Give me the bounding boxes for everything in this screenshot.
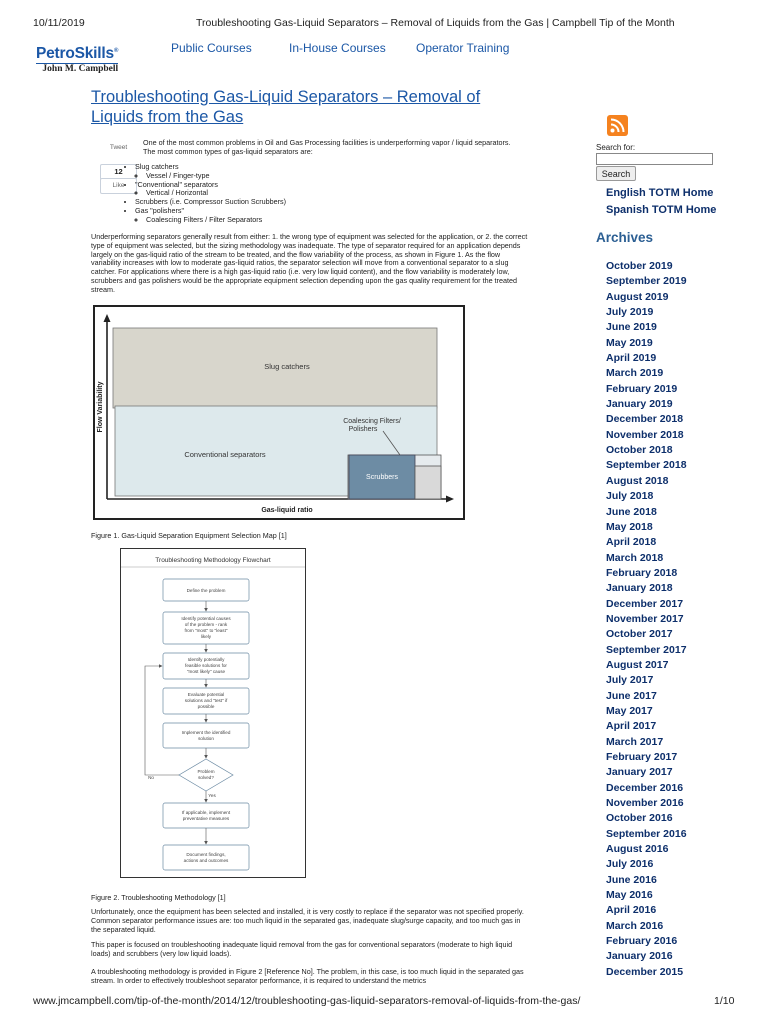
archive-link[interactable]: October 2016	[606, 812, 673, 825]
archive-link[interactable]: May 2017	[606, 704, 653, 717]
archive-link[interactable]: September 2018	[606, 459, 687, 472]
svg-text:feasible solutions for: feasible solutions for	[185, 663, 227, 668]
no-label: No	[148, 775, 154, 780]
svg-text:likely: likely	[200, 634, 212, 639]
list-item: • "Conventional" separators ◦ Vertical / Horizontal	[135, 181, 286, 199]
archive-link[interactable]: August 2018	[606, 474, 669, 487]
svg-text:Evaluate potential: Evaluate potential	[187, 692, 225, 697]
archive-link[interactable]: August 2016	[606, 843, 669, 856]
y-axis-label: Flow Variability	[97, 381, 104, 433]
print-page-title: Troubleshooting Gas-Liquid Separators – Removal of Liquids from the Gas | Campbell Tip of the Month	[196, 17, 675, 29]
archive-link[interactable]: April 2016	[606, 904, 657, 917]
svg-text:of the problem - rank: of the problem - rank	[184, 622, 228, 627]
archive-link[interactable]: May 2018	[606, 520, 653, 533]
archive-link[interactable]: September 2017	[606, 643, 687, 656]
svg-text:from "most" to "least": from "most" to "least"	[184, 628, 228, 633]
archive-link[interactable]: July 2017	[606, 674, 654, 687]
y-axis-arrow	[104, 314, 111, 322]
figure-1-selection-map	[93, 305, 465, 520]
svg-text:Problem: Problem	[197, 769, 215, 774]
svg-text:If applicable, implement: If applicable, implement	[181, 810, 231, 815]
archive-link[interactable]: November 2018	[606, 428, 684, 441]
archive-link[interactable]: July 2018	[606, 490, 654, 503]
archive-link[interactable]: December 2016	[606, 781, 684, 794]
logo-subtitle: John M. Campbell	[42, 64, 119, 75]
tweet-button[interactable]: Tweet	[100, 140, 137, 156]
nav-inhouse-courses[interactable]: In-House Courses	[289, 41, 386, 55]
paragraph: This paper is focused on troubleshooting inadequate liquid removal from the gas for conventional separators (moderate to high liquid loads) and scrubbers (very low liquid loads).	[91, 940, 513, 958]
svg-text:"most likely" cause: "most likely" cause	[186, 669, 226, 674]
paragraph: A troubleshooting methodology is provided in Figure 2 [Reference No]. The problem, in this case, is too much liquid in the separated gas stream. In order to effectively troubleshoot separator performance, it is required to understand the metrics	[91, 967, 524, 985]
svg-text:actions and outcomes: actions and outcomes	[183, 858, 229, 863]
nav-public-courses[interactable]: Public Courses	[171, 41, 252, 55]
archive-link[interactable]: June 2018	[606, 505, 657, 518]
archives-list	[606, 259, 687, 980]
archive-link[interactable]: October 2017	[606, 628, 673, 641]
archive-link[interactable]: July 2019	[606, 306, 654, 319]
paragraph: Underperforming separators generally result from either: 1. the wrong type of equipment was selected for the application, or 2. the correct type of equipment was selected, but the sizing methodology was inadequate. The type of separator required for an application depends largely on the gas-liquid ratio of the stream to be treated, and the flow variability of the process, as shown in Figure 1. As the flow variability increases with low to moderate gas-liquid ratios, the separator selection will move from a conventional separator to a slug catcher. For applications where there is a high gas-liquid ratio (i.e. very low liquid content), and the flow variability is moderately low, scrubbers and gas polishers would be the appropriate equipment selection depending upon the gas quality requirement for the treated stream.	[91, 232, 528, 294]
list-item: • Scrubbers (i.e. Compressor Suction Scrubbers)	[135, 198, 286, 207]
archive-link[interactable]: August 2019	[606, 290, 669, 303]
archive-link[interactable]: September 2019	[606, 275, 687, 288]
coalescing-label-2: Polishers	[348, 426, 378, 433]
figure-1-caption: Figure 1. Gas-Liquid Separation Equipment Selection Map [1]	[91, 531, 287, 540]
svg-text:preventative measures: preventative measures	[182, 816, 230, 821]
list-item: ◦ Coalescing Filters / Filter Separators	[146, 216, 286, 225]
archive-link[interactable]: August 2017	[606, 658, 669, 671]
svg-text:possible: possible	[197, 704, 215, 709]
step-define-text: Define the problem	[186, 588, 226, 593]
print-page-number: 1/10	[714, 995, 735, 1007]
archive-link[interactable]: April 2019	[606, 352, 657, 365]
archive-link[interactable]: May 2019	[606, 336, 653, 349]
search-button[interactable]: Search	[596, 166, 636, 181]
figure-2-flowchart	[120, 548, 306, 878]
separator-types-list	[126, 163, 286, 225]
spanish-totm-home-link[interactable]: Spanish TOTM Home	[606, 204, 717, 216]
x-axis-arrow	[446, 496, 454, 503]
svg-text:solution: solution	[198, 736, 214, 741]
archive-link[interactable]: February 2018	[606, 566, 678, 579]
like-count: 12	[100, 164, 137, 180]
list-item: ◦ Vessel / Finger-type	[146, 172, 286, 181]
archive-link[interactable]: March 2017	[606, 735, 664, 748]
list-item: ◦ Vertical / Horizontal	[146, 189, 286, 198]
archive-link[interactable]: June 2016	[606, 873, 657, 886]
archive-link[interactable]: October 2019	[606, 260, 673, 272]
archive-link[interactable]: January 2018	[606, 582, 673, 595]
figure-2-caption: Figure 2. Troubleshooting Methodology [1]	[91, 893, 226, 902]
x-axis-label: Gas-liquid ratio	[261, 507, 313, 514]
archive-link[interactable]: January 2016	[606, 950, 673, 963]
svg-text:solutions and "test" if: solutions and "test" if	[184, 698, 228, 703]
selection-map-graphic	[95, 307, 463, 518]
archives-heading: Archives	[596, 230, 654, 245]
nav-operator-training[interactable]: Operator Training	[416, 41, 510, 55]
search-label: Search for:	[596, 143, 636, 152]
print-url: www.jmcampbell.com/tip-of-the-month/2014/12/troubleshooting-gas-liquid-separators-removal-of-liquids-from-the-gas/	[33, 995, 581, 1007]
svg-text:solved?: solved?	[198, 775, 214, 780]
archive-link[interactable]: April 2017	[606, 720, 657, 733]
conventional-label: Conventional separators	[184, 450, 266, 459]
archive-link[interactable]: July 2016	[606, 858, 654, 871]
svg-text:Identify potentially: Identify potentially	[187, 657, 225, 662]
print-date: 10/11/2019	[33, 17, 85, 29]
archive-link[interactable]: March 2019	[606, 367, 664, 380]
paragraph: Unfortunately, once the equipment has been selected and installed, it is very costly to replace if the separator was not specified properly. Common separator performance issues are: too much liquid in the separated gas, inadequate slug/surge capacity, and too much gas in the separated liquid.	[91, 907, 524, 934]
flowchart-title: Troubleshooting Methodology Flowchart	[155, 557, 271, 564]
archive-link[interactable]: February 2019	[606, 382, 678, 395]
list-item: • Gas "polishers" ◦ Coalescing Filters / Filter Separators	[135, 207, 286, 225]
svg-text:Identify potential causes: Identify potential causes	[181, 616, 231, 621]
archive-link[interactable]: November 2017	[606, 612, 684, 625]
archive-link[interactable]: March 2016	[606, 919, 664, 932]
archive-link[interactable]: February 2017	[606, 751, 678, 763]
rss-feed-icon[interactable]	[607, 115, 628, 136]
list-item: • Slug catchers ◦ Vessel / Finger-type	[135, 163, 286, 181]
yes-label: Yes	[208, 793, 216, 798]
archive-link[interactable]: December 2018	[606, 413, 684, 426]
english-totm-home-link[interactable]: English TOTM Home	[606, 187, 714, 199]
logo-wordmark: PetroSkills®	[36, 45, 119, 63]
archive-link[interactable]: November 2016	[606, 797, 684, 810]
like-button[interactable]: Like	[100, 178, 137, 194]
archive-link[interactable]: June 2017	[606, 689, 657, 702]
scrubbers-label: Scrubbers	[366, 474, 398, 481]
article-title[interactable]: Troubleshooting Gas-Liquid Separators – Removal of Liquids from the Gas	[91, 88, 481, 126]
svg-text:Document findings,: Document findings,	[186, 852, 226, 857]
archive-link[interactable]: February 2016	[606, 935, 678, 948]
archive-link[interactable]: December 2015	[606, 965, 684, 978]
archive-link[interactable]: April 2018	[606, 536, 657, 549]
archive-link[interactable]: September 2016	[606, 827, 687, 840]
search-input[interactable]	[596, 153, 713, 165]
archive-link[interactable]: October 2018	[606, 444, 673, 457]
slug-catchers-label: Slug catchers	[264, 362, 310, 371]
intro-paragraph: One of the most common problems in Oil and Gas Processing facilities is underperforming vapor / liquid separators. The most common types of gas-liquid separators are:	[143, 138, 511, 156]
polishers-region	[415, 466, 441, 499]
archive-link[interactable]: June 2019	[606, 321, 657, 334]
petroskills-logo[interactable]	[36, 43, 118, 75]
svg-text:Implement the identified: Implement the identified	[181, 730, 231, 735]
coalescing-label-1: Coalescing Filters/	[343, 418, 401, 425]
archive-link[interactable]: December 2017	[606, 597, 684, 610]
archive-link[interactable]: January 2019	[606, 398, 673, 411]
archive-link[interactable]: May 2016	[606, 889, 653, 902]
archive-link[interactable]: March 2018	[606, 551, 664, 564]
archive-link[interactable]: January 2017	[606, 766, 673, 779]
flowchart-graphic	[121, 549, 305, 877]
